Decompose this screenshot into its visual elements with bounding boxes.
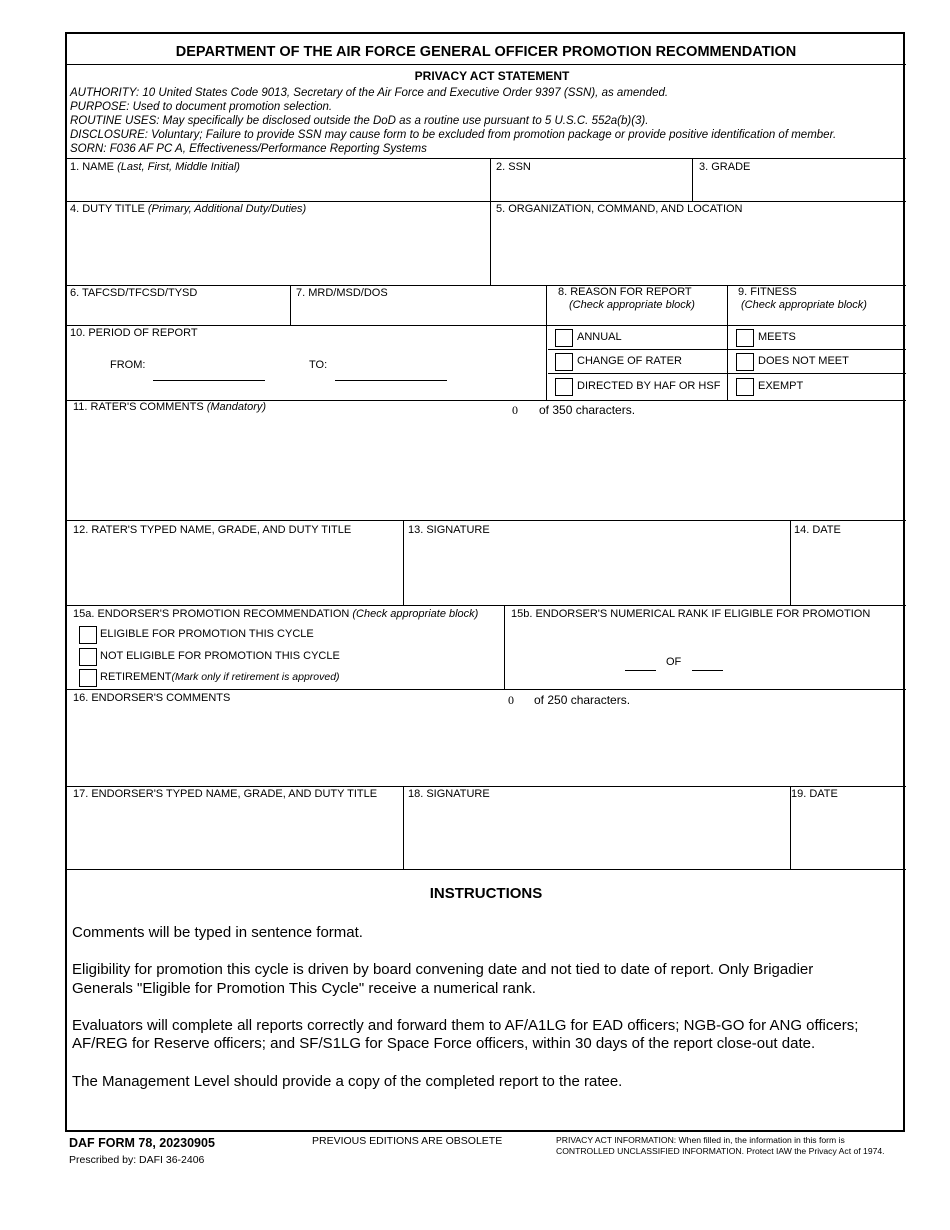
fitness-label: 9. FITNESS [738,286,797,298]
endorser-comments-field[interactable] [67,708,905,785]
ssn-label: 2. SSN [496,161,531,173]
rule [66,201,906,202]
not-eligible-checkbox[interactable] [79,648,97,666]
endorser-signature-label: 18. SIGNATURE [408,788,490,800]
meets-checkbox[interactable] [736,329,754,347]
instructions-heading: INSTRUCTIONS [429,885,543,902]
instruction-3b: AF/REG for Reserve officers; and SF/S1LG for Space Force officers, within 30 days of the report close-out date. [72,1035,816,1052]
rule [66,869,906,870]
grade-label: 3. GRADE [699,161,751,173]
endorser-comments-label: 16. ENDORSER'S COMMENTS [73,692,231,704]
name-label-hint: (Last, First, Middle Initial) [117,161,240,173]
does-not-meet-checkbox[interactable] [736,353,754,371]
privacy-disclosure: DISCLOSURE: Voluntary; Failure to provide SSN may cause form to be excluded from promotion package or provide positive identification of member. [70,129,837,141]
grade-field[interactable] [693,176,905,200]
reason-hint: (Check appropriate block) [569,299,695,311]
duty-title-label-text: 4. DUTY TITLE [70,203,145,215]
rule [66,64,906,65]
rule [66,158,906,159]
rule [546,285,547,400]
exempt-label: EXEMPT [758,380,804,392]
rule [66,520,906,521]
directed-checkbox[interactable] [555,378,573,396]
meets-label: MEETS [758,331,796,343]
directed-label: DIRECTED BY HAF OR HSF [577,380,721,392]
eligible-checkbox[interactable] [79,626,97,644]
organization-label: 5. ORGANIZATION, COMMAND, AND LOCATION [496,203,743,215]
privacy-purpose: PURPOSE: Used to document promotion selection. [70,101,333,113]
privacy-sorn: SORN: F036 AF PC A, Effectiveness/Performance Reporting Systems [70,143,427,155]
rule [66,689,906,690]
endorser-recommendation-label [73,608,478,621]
rater-date-label: 14. DATE [794,524,841,536]
rank-of-label: OF [666,656,682,668]
to-label: TO: [309,359,328,371]
rule [66,786,906,787]
from-line [153,380,265,381]
endorser-date-label: 19. DATE [791,788,838,800]
rater-comments-label-hint: (Mandatory) [206,401,267,413]
ssn-field[interactable] [491,176,691,200]
rater-signature-label: 13. SIGNATURE [408,524,490,536]
form-identifier: DAF FORM 78, 20230905 [69,1136,215,1150]
endorser-char-count: 0 [508,693,514,707]
rule [66,325,906,326]
from-label: FROM: [110,359,146,371]
to-field[interactable] [335,360,447,379]
tafcsd-label: 6. TAFCSD/TFCSD/TYSD [70,287,198,299]
instruction-4: The Management Level should provide a copy of the completed report to the ratee. [72,1073,623,1090]
change-of-rater-label: CHANGE OF RATER [577,355,682,367]
change-of-rater-checkbox[interactable] [555,353,573,371]
duty-title-label [70,203,306,216]
rater-date-field[interactable] [791,540,905,604]
endorser-name-label: 17. ENDORSER'S TYPED NAME, GRADE, AND DUTY TITLE [73,788,378,800]
form-title: DEPARTMENT OF THE AIR FORCE GENERAL OFFICER PROMOTION RECOMMENDATION [175,44,797,60]
rater-name-label: 12. RATER'S TYPED NAME, GRADE, AND DUTY TITLE [73,524,352,536]
privacy-authority: AUTHORITY: 10 United States Code 9013, Secretary of the Air Force and Executive Order 9397 (SSN), as amended. [70,87,669,99]
eligible-label: ELIGIBLE FOR PROMOTION THIS CYCLE [100,628,314,640]
retirement-label-text: RETIREMENT [100,671,172,683]
annual-label: ANNUAL [577,331,622,343]
period-label: 10. PERIOD OF REPORT [70,327,198,339]
privacy-routine-uses: ROUTINE USES: May specifically be disclosed outside the DoD as a routine use pursuant to 5 U.S.C. 552a(b)(3). [70,115,649,127]
rater-name-field[interactable] [67,540,402,604]
rater-char-limit: of 350 characters. [539,403,636,417]
fitness-hint: (Check appropriate block) [741,299,867,311]
endorser-recommendation-hint: (Check appropriate block) [352,608,479,620]
rule [504,605,505,689]
endorser-name-field[interactable] [67,804,402,868]
rule [727,285,728,400]
duty-title-field[interactable] [67,218,489,284]
rater-comments-label-text: 11. RATER'S COMMENTS [73,401,204,413]
from-field[interactable] [153,360,265,379]
organization-field[interactable] [491,218,905,284]
obsolete-notice: PREVIOUS EDITIONS ARE OBSOLETE [312,1135,503,1147]
tafcsd-field[interactable] [67,301,289,324]
rank-line [625,670,656,671]
mrd-label: 7. MRD/MSD/DOS [296,287,388,299]
exempt-checkbox[interactable] [736,378,754,396]
retirement-label-hint: (Mark only if retirement is approved) [171,671,340,683]
rule [66,605,906,606]
endorser-recommendation-text: 15a. ENDORSER'S PROMOTION RECOMMENDATION [73,608,350,620]
privacy-footer-line1: PRIVACY ACT INFORMATION: When filled in, the information in this form is [556,1135,845,1145]
instruction-3a: Evaluators will complete all reports correctly and forward them to AF/A1LG for EAD officers; NGB-GO for ANG officers; [72,1017,859,1034]
mrd-field[interactable] [291,301,545,324]
rater-char-count: 0 [512,403,518,417]
to-line [335,380,447,381]
instruction-2a: Eligibility for promotion this cycle is driven by board convening date and not tied to date of report. Only Brigadier [72,961,814,978]
privacy-footer-line2: CONTROLLED UNCLASSIFIED INFORMATION. Protect IAW the Privacy Act of 1974. [556,1146,885,1156]
numerical-rank-label: 15b. ENDORSER'S NUMERICAL RANK IF ELIGIBLE FOR PROMOTION [511,608,871,620]
instruction-2b: Generals "Eligible for Promotion This Cycle" receive a numerical rank. [72,980,536,997]
retirement-label [100,671,340,684]
annual-checkbox[interactable] [555,329,573,347]
privacy-heading: PRIVACY ACT STATEMENT [414,69,570,83]
name-label-text: 1. NAME [70,161,115,173]
rank-field[interactable] [625,654,656,669]
rater-signature-field[interactable] [404,540,789,604]
rater-comments-label [73,401,266,414]
name-field[interactable] [67,176,489,200]
retirement-checkbox[interactable] [79,669,97,687]
name-label [70,161,240,174]
does-not-meet-label: DOES NOT MEET [758,355,849,367]
not-eligible-label: NOT ELIGIBLE FOR PROMOTION THIS CYCLE [100,650,340,662]
endorser-signature-field[interactable] [404,804,789,868]
rater-comments-field[interactable] [67,418,905,519]
rank-total-line [692,670,723,671]
instruction-1: Comments will be typed in sentence format. [72,924,363,941]
endorser-char-limit: of 250 characters. [534,693,631,707]
reason-label: 8. REASON FOR REPORT [558,286,692,298]
endorser-date-field[interactable] [791,804,905,868]
duty-title-label-hint: (Primary, Additional Duty/Duties) [147,203,307,215]
prescribed-by: Prescribed by: DAFI 36-2406 [69,1154,205,1166]
rank-total-field[interactable] [692,654,723,669]
